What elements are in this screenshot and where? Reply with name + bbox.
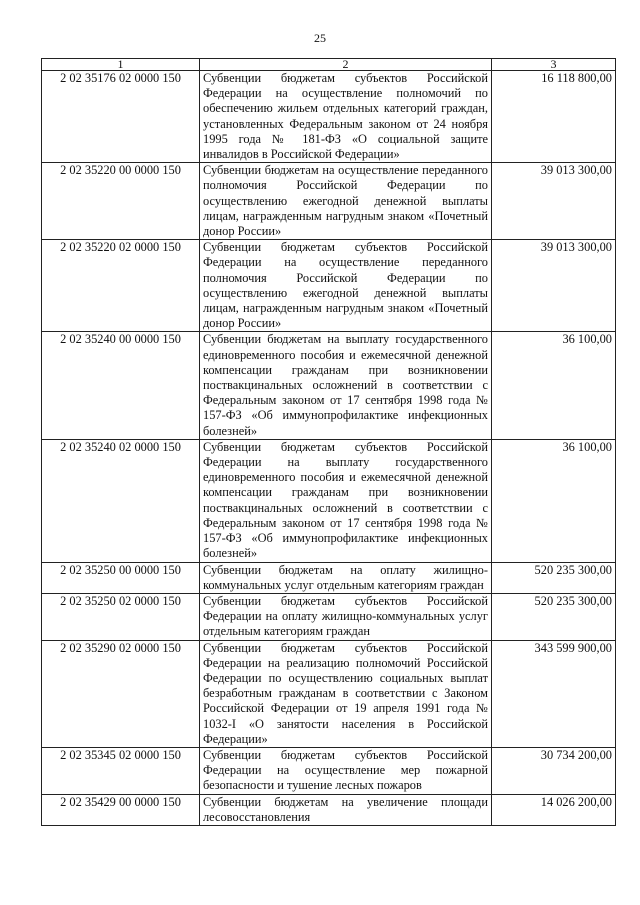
revenue-name: Субвенции бюджетам субъектов Российской Федерации на реализацию полномочий Российской Федерации по осуществлению социальных выплат безработным гражданам в соответствии с Законом Российской Федерации от 19 апреля 1991 года № 1032-I «О занятости населения в Российской Федерации» xyxy=(200,640,492,747)
budget-code: 2 02 35429 00 0000 150 xyxy=(42,794,200,825)
table-row xyxy=(42,163,616,240)
budget-table xyxy=(41,58,616,826)
amount: 16 118 800,00 xyxy=(492,71,616,163)
table-row xyxy=(42,71,616,163)
column-header-1: 1 xyxy=(42,59,200,71)
amount: 36 100,00 xyxy=(492,439,616,562)
budget-code: 2 02 35240 00 0000 150 xyxy=(42,332,200,439)
revenue-name: Субвенции бюджетам субъектов Российской Федерации на осуществление мер пожарной безопасности и тушение лесных пожаров xyxy=(200,747,492,794)
table-row xyxy=(42,640,616,747)
header-row xyxy=(42,59,616,71)
budget-code: 2 02 35290 02 0000 150 xyxy=(42,640,200,747)
page-number: 25 xyxy=(314,31,326,45)
revenue-name: Субвенции бюджетам на увеличение площади лесовосстановления xyxy=(200,794,492,825)
budget-code: 2 02 35250 02 0000 150 xyxy=(42,593,200,640)
revenue-name: Субвенции бюджетам субъектов Российской Федерации на оплату жилищно-коммунальных услуг отдельным категориям граждан xyxy=(200,593,492,640)
revenue-name: Субвенции бюджетам субъектов Российской Федерации на осуществление переданного полномочия Российской Федерации по осуществлению ежегодной денежной выплаты лицам, награжденным нагрудным знаком «Почетный донор России» xyxy=(200,240,492,332)
column-header-2: 2 xyxy=(200,59,492,71)
revenue-name: Субвенции бюджетам субъектов Российской Федерации на осуществление полномочий по обеспечению жильем отдельных категорий граждан, установленных Федеральным законом от 24 ноября 1995 года № 181-ФЗ «О социальной защите инвалидов в Российской Федерации» xyxy=(200,71,492,163)
table-row xyxy=(42,332,616,439)
revenue-name: Субвенции бюджетам на осуществление переданного полномочия Российской Федерации по осуществлению ежегодной денежной выплаты лицам, награжденным нагрудным знаком «Почетный донор России» xyxy=(200,163,492,240)
amount: 36 100,00 xyxy=(492,332,616,439)
revenue-name: Субвенции бюджетам на выплату государственного единовременного пособия и ежемесячной денежной компенсации гражданам при возникновении поствакцинальных осложнений в соответствии с Федеральным законом от 17 сентября 1998 года № 157-ФЗ «Об иммунопрофилактике инфекционных болезней» xyxy=(200,332,492,439)
table-body xyxy=(42,71,616,826)
table-row xyxy=(42,562,616,593)
budget-code: 2 02 35250 00 0000 150 xyxy=(42,562,200,593)
amount: 520 235 300,00 xyxy=(492,562,616,593)
table-row xyxy=(42,794,616,825)
amount: 14 026 200,00 xyxy=(492,794,616,825)
revenue-name: Субвенции бюджетам субъектов Российской Федерации на выплату государственного единовременного пособия и ежемесячной денежной компенсации гражданам при возникновении поствакцинальных осложнений в соответствии с Федеральным законом от 17 сентября 1998 года № 157-ФЗ «Об иммунопрофилактике инфекционных болезней» xyxy=(200,439,492,562)
budget-code: 2 02 35176 02 0000 150 xyxy=(42,71,200,163)
column-header-3: 3 xyxy=(492,59,616,71)
amount: 520 235 300,00 xyxy=(492,593,616,640)
budget-code: 2 02 35345 02 0000 150 xyxy=(42,747,200,794)
revenue-name: Субвенции бюджетам на оплату жилищно-коммунальных услуг отдельным категориям граждан xyxy=(200,562,492,593)
table-row xyxy=(42,240,616,332)
budget-code: 2 02 35240 02 0000 150 xyxy=(42,439,200,562)
amount: 30 734 200,00 xyxy=(492,747,616,794)
amount: 343 599 900,00 xyxy=(492,640,616,747)
budget-code: 2 02 35220 00 0000 150 xyxy=(42,163,200,240)
table-row xyxy=(42,439,616,562)
budget-code: 2 02 35220 02 0000 150 xyxy=(42,240,200,332)
table-row xyxy=(42,747,616,794)
table-header xyxy=(42,59,616,71)
table-row xyxy=(42,593,616,640)
amount: 39 013 300,00 xyxy=(492,163,616,240)
amount: 39 013 300,00 xyxy=(492,240,616,332)
